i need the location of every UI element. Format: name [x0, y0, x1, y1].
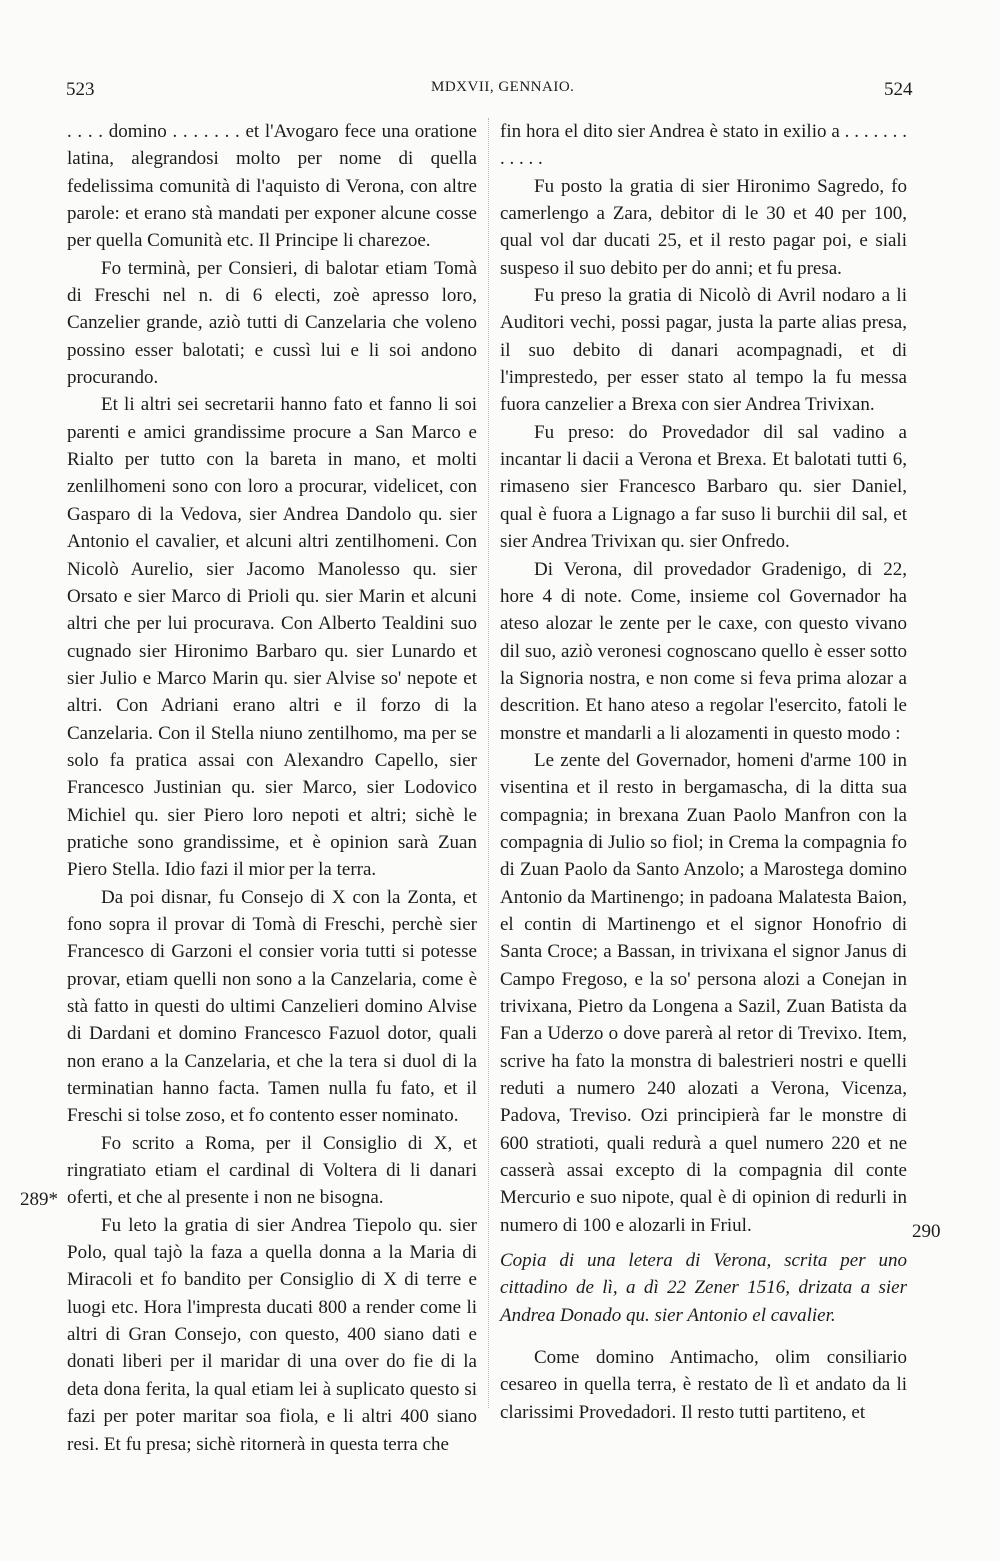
paragraph: Come domino Antimacho, olim consiliario cesareo in quella terra, è restato de lì et andato da li clarissimi Provedadori. Il resto tutti partiteno, et	[500, 1347, 907, 1423]
paragraph: Fo scrito a Roma, per il Consiglio di X, et ringratiato etiam el cardinal di Voltera di li danari oferti, et che al presente i non ne bisogna.	[67, 1132, 477, 1209]
paragraph: fin hora el dito sier Andrea è stato in exilio a . . . . . . . . . . . .	[500, 121, 907, 170]
paragraph: Fu preso la gratia di Nicolò di Avril nodaro a li Auditori vechi, possi pagar, justa la parte alias presa, il suo debito di danari acompagnadi, et di l'imprestedo, per esser stato al tempo la fu messa fuora canzelier a Brexa con sier Andrea Trivixan.	[500, 285, 907, 416]
paragraph: Fo terminà, per Consieri, di balotar etiam Tomà di Freschi nel n. di 6 electi, zoè apresso loro, Canzelier grande, aziò tutti di Canzelaria che voleno possino esser balotati; e cussì lui e li soi andono procurando.	[67, 257, 477, 389]
right-column	[500, 118, 907, 1426]
paragraph: Fu preso: do Provedador dil sal vadino a incantar li dacii a Verona et Brexa. Et balotati tutti 6, rimaseno sier Francesco Barbaro qu. sier Daniel, qual è fuora a Lignago a far suso li burchii dil sal, et sier Andrea Trivixan qu. sier Onfredo.	[500, 421, 907, 553]
margin-note-right: 290	[912, 1221, 941, 1242]
paragraph: Da poi disnar, fu Consejo di X con la Zonta, et fono sopra il provar di Tomà di Freschi, perchè sier Francesco di Garzoni el consier voria tutti si potesse provar, etiam quelli non sono a la Canzelaria, come è stà fatto in questi do ultimi Canzelieri domino Alvise di Dardani et domino Francesco Fazuol dotor, quali non erano a la Canzelaria, et che la tera si duol di la terminatian hanno facta. Tamen nulla fu fato, et il Freschi si tolse zoso, et fo contento esser nominato.	[67, 886, 477, 1127]
paragraph: Fu posto la gratia di sier Hironimo Sagredo, fo camerlengo a Zara, debitor di le 30 et 40 per 100, qual vol dar ducati 25, et il resto pagar poi, e siali suspeso il suo debito per do anni; et fu presa.	[500, 175, 907, 279]
running-header: MDXVII, GENNAIO.	[431, 79, 575, 95]
paragraph: Et li altri sei secretarii hanno fato et fanno li soi parenti e amici grandissime procure a San Marco e Rialto per tutto con la bareta in mano, et molti zenlilhomeni sono con loro a procurar, videlicet, con Gasparo di la Vedova, sier Andrea Dandolo qu. sier Antonio el cavalier, et alcuni altri zentilhomeni. Con Nicolò Aurelio, sier Jacomo Manolesso qu. sier Orsato e sier Marco di Prioli qu. sier Marin et alcuni altri che per lui procurava. Con Alberto Tealdini suo cugnado sier Hironimo Barbaro qu. sier Lunardo et sier Julio e Marco Marin qu. sier Alvise so' nepote et altri. Con Adriani erano altri e il forzo di la Canzelaria. Con il Stella niuno zentilhomo, ma per se solo fa pratica assai con Alexandro Capello, sier Francesco Justinian qu. sier Marco, sier Lodovico Michiel qu. sier Piero loro nepoti et altri; sichè le pratiche sono grandissime, et è opinion sarà Zuan Piero Stella. Idio fazi il mior per la terra.	[67, 394, 477, 881]
column-divider	[488, 118, 489, 1408]
page-number-left: 523	[66, 79, 95, 100]
letter-title: Copia di una letera di Verona, scrita per uno cittadino de lì, a dì 22 Zener 1516, drizata a sier Andrea Donado qu. sier Antonio el cavalier.	[500, 1250, 907, 1326]
page-number-right: 524	[884, 79, 913, 100]
paragraph: Le zente del Governador, homeni d'arme 100 in visentina et il resto in bergamascha, di la ditta sua compagnia; in brexana Zuan Paolo Manfron con la compagnia di Julio so fiol; in Crema la compagnia fo di Zuan Paolo da Santo Anzolo; a Marostega domino Antonio da Martinengo; in padoana Malatesta Baion, el contin di Martinengo et el signor Honofrio di Santa Croce; a Bassan, in trivixana el signor Janus di Campo Fregoso, e la so' persona alozi a Conejan in trivixana, Pietro da Longena a Sazil, Zuan Batista da Fan a Uderzo o dove parerà al retor di Trevixo. Item, scrive ha fato la monstra di balestrieri nostri e quelli reduti a numero 240 alozati a Verona, Vicenza, Padova, Treviso. Ozi principierà far le monstre di 600 stratioti, quali redurà a quel numero 220 et ne casserà assai excepto di la compagnia dil conte Mercurio e suo nipote, qual è di opinion di redurli in numero di 100 e alozarli in Friul.	[500, 749, 907, 1236]
paragraph: Fu leto la gratia di sier Andrea Tiepolo qu. sier Polo, qual tajò la faza a quella donna a la Maria di Miracoli et fo bandito per Consiglio di X di terre e luogi etc. Hora l'impresta ducati 800 a render come li altri di Gran Consejo, con questo, 400 siano dati e donati liberi per il maridar di una over do fie di la deta dona ferita, la qual etiam lei à suplicato questo si fazi per poter maritar soa fiola, e li altri 400 siano resi. Et fu presa; sichè ritornerà in questa terra che	[67, 1214, 477, 1455]
left-column	[67, 118, 477, 1458]
margin-note-left: 289*	[20, 1189, 58, 1210]
dispatch-paragraph: Di Verona, dil provedador Gradenigo, di 22, hore 4 di note. Come, insieme col Governador ha ateso alozar le zente per le caxe, con questo vivano dil suo, aziò veronesi cognoscano quello è esser sotto la Signoria nostra, e non come si feva prima alozar a descrition. Et hano ateso a regolar l'esercito, fatoli le monstre et mandarli a li alozamenti in questo modo :	[500, 558, 907, 744]
paragraph: . . . . domino . . . . . . . et l'Avogaro fece una oratione latina, alegrandosi molto per nome di quella fedelissima comunità di l'aquisto di Verona, con altre parole: et erano stà mandati per exponer alcune cosse per quella Comunità etc. Il Principe li charezoe.	[67, 121, 477, 252]
